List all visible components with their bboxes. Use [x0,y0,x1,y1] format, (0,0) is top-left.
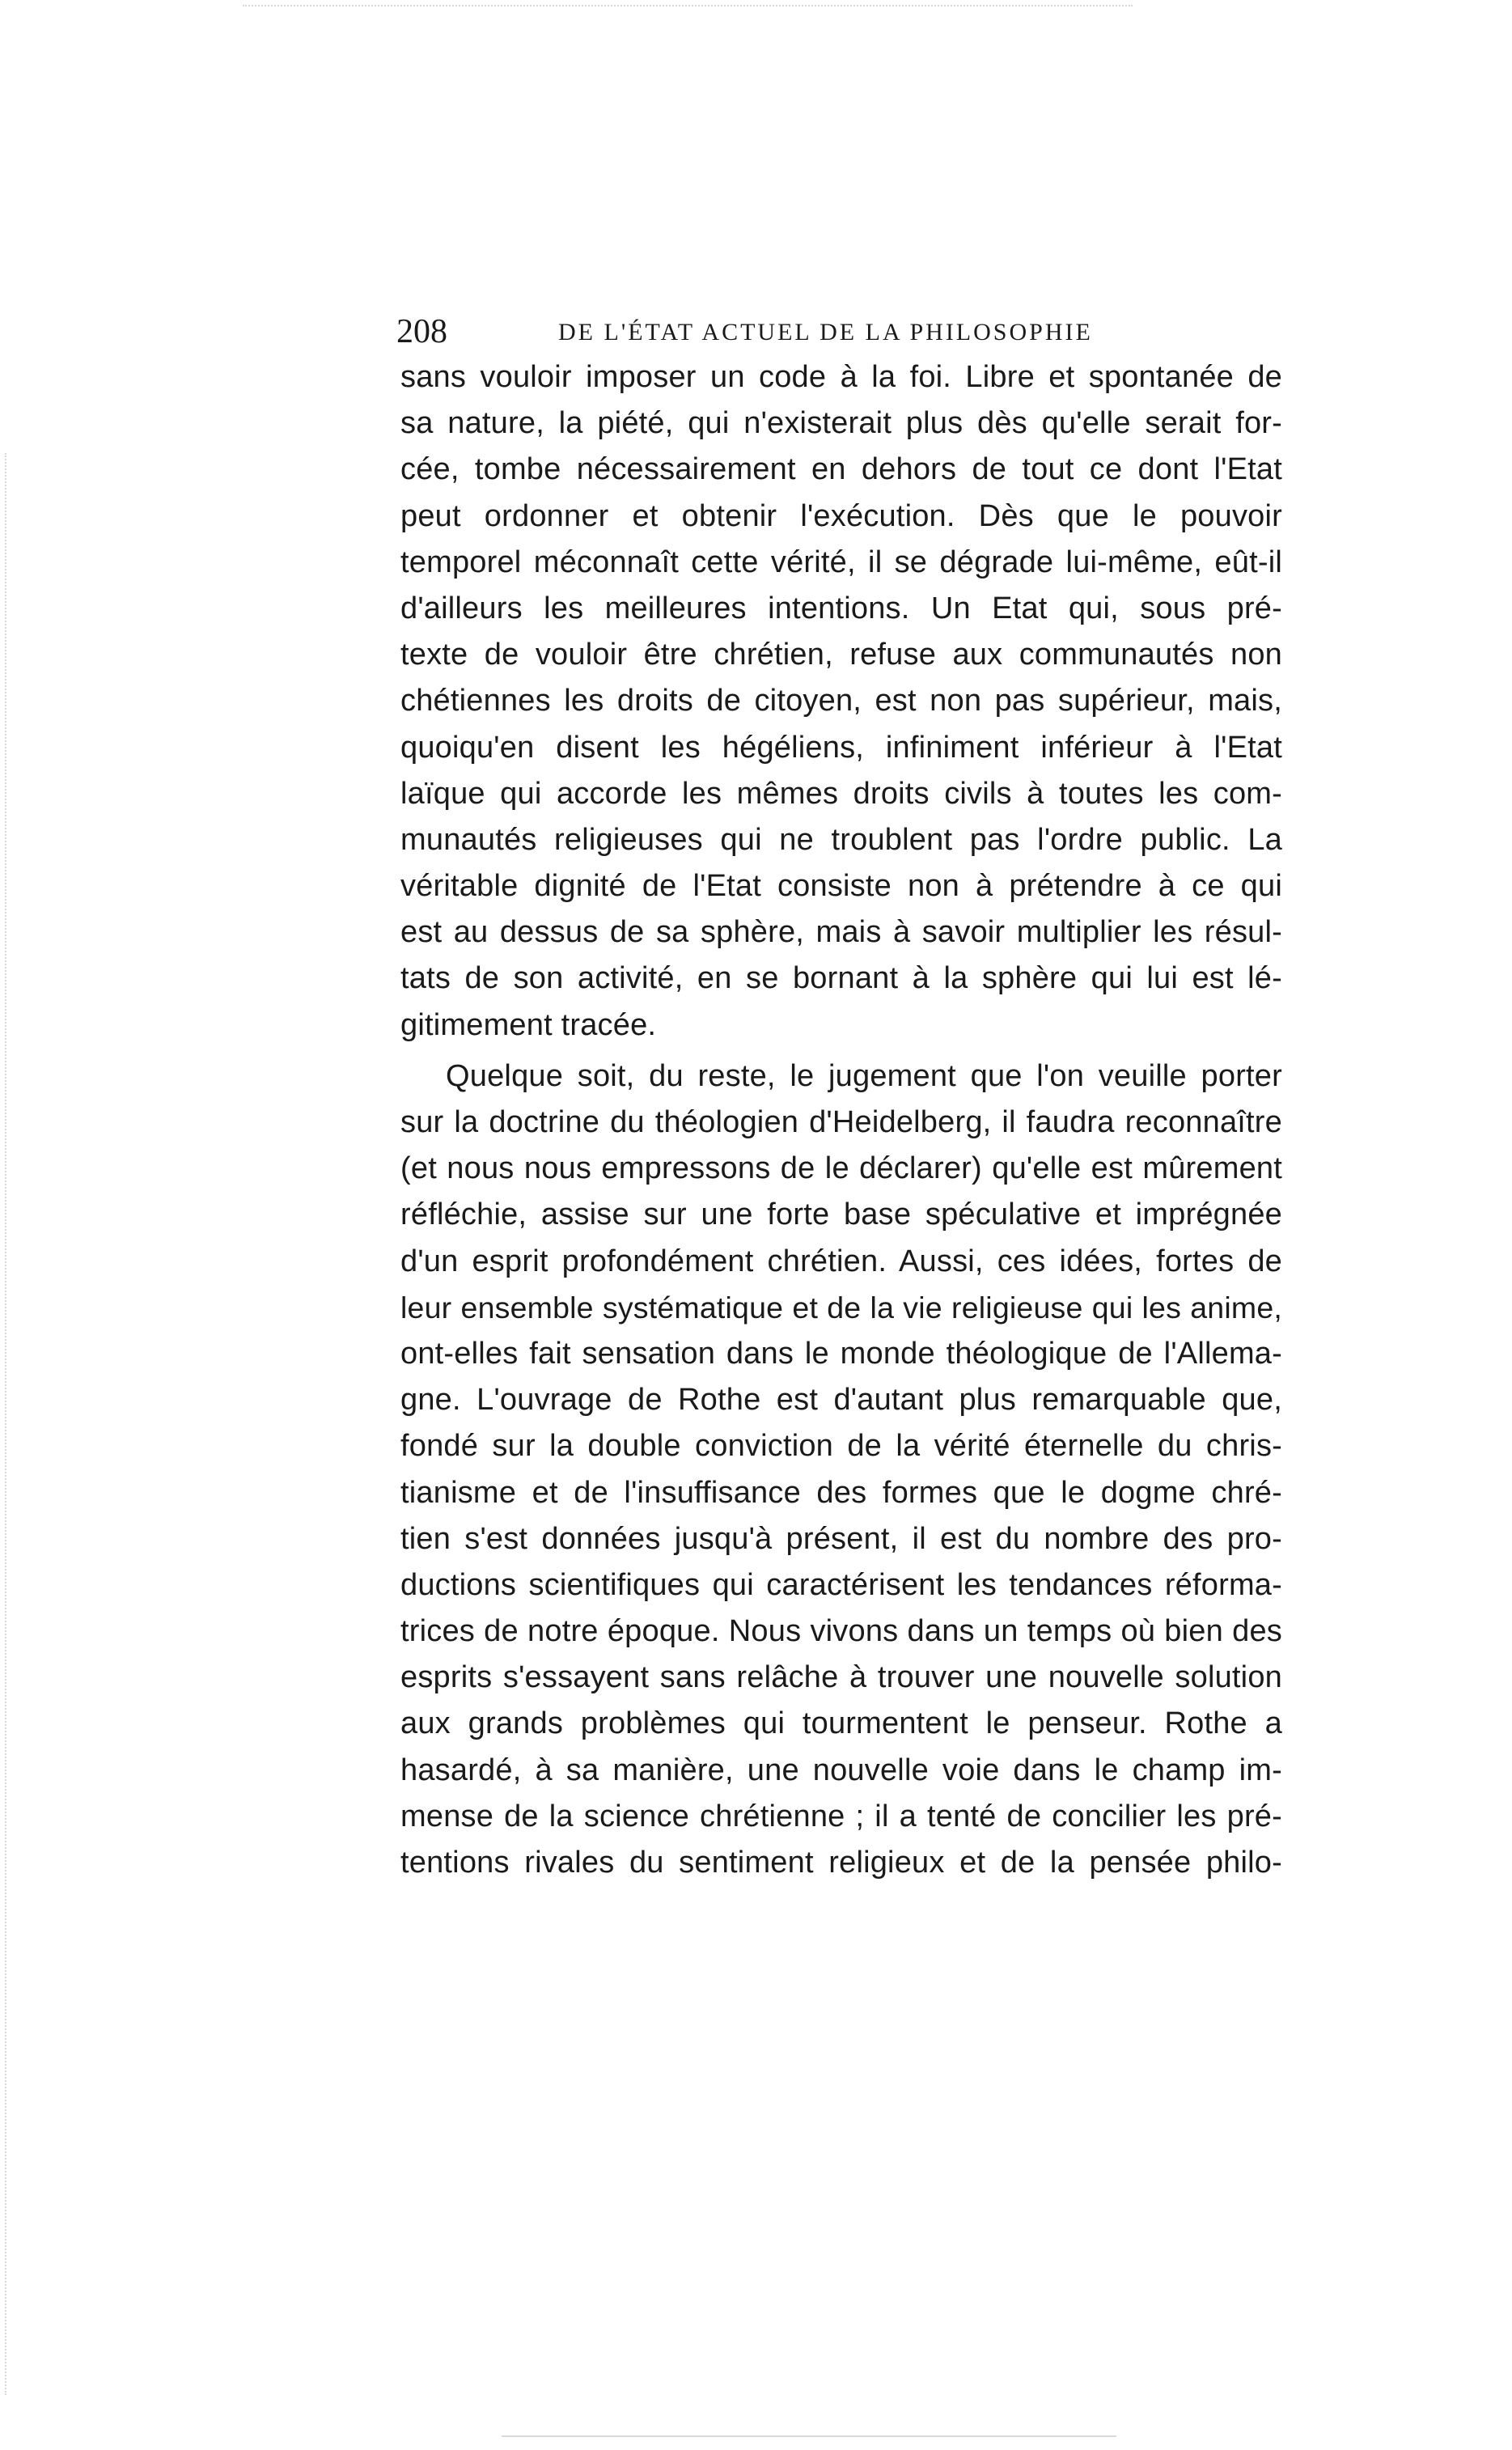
text-line: mense de la science chrétienne ; il a tenté de concilier les pré- [400,1799,1282,1833]
paragraph-1 [400,354,1282,1049]
text-line: munautés religieuses qui ne troublent pas l'ordre public. La [400,822,1282,857]
body-text [400,354,1282,1886]
text-line: texte de vouloir être chrétien, refuse aux communautés non [400,638,1282,672]
scan-artifact-left [5,453,6,2395]
running-head: DE L'ÉTAT ACTUEL DE LA PHILOSOPHIE [558,319,1093,345]
text-line: esprits s'essayent sans relâche à trouver une nouvelle solution [400,1660,1282,1695]
text-line: temporel méconnaît cette vérité, il se dégrade lui-même, eût-il [400,545,1282,579]
scan-artifact-top [243,5,1133,10]
page-header [396,307,1165,356]
text-line: leur ensemble systématique et de la vie religieuse qui les anime, [400,1290,1282,1325]
text-line: chétiennes les droits de citoyen, est non pas supérieur, mais, [400,684,1282,718]
text-line: hasardé, à sa manière, une nouvelle voie dans le champ im- [400,1753,1282,1787]
text-line: est au dessus de sa sphère, mais à savoir multiplier les résul- [400,915,1282,950]
text-line: cée, tombe nécessairement en dehors de tout ce dont l'Etat [400,452,1282,487]
text-line: sans vouloir imposer un code à la foi. Libre et spontanée de [400,360,1282,394]
paragraph-2 [400,1053,1282,1886]
text-line: tentions rivales du sentiment religieux et de la pensée philo- [400,1846,1282,1880]
text-line: (et nous nous empressons de le déclarer) qu'elle est mûrement [400,1151,1282,1186]
text-line: laïque qui accorde les mêmes droits civils à toutes les com- [400,776,1282,811]
text-line: sa nature, la piété, qui n'existerait plus dès qu'elle serait for- [400,406,1282,441]
text-line: tien s'est données jusqu'à présent, il est du nombre des pro- [400,1521,1282,1556]
text-line: d'ailleurs les meilleures intentions. Un Etat qui, sous pré- [400,591,1282,625]
text-line: quoiqu'en disent les hégéliens, infiniment inférieur à l'Etat [400,730,1282,765]
text-line: Quelque soit, du reste, le jugement que l'on veuille porter [446,1058,1282,1093]
text-line: d'un esprit profondément chrétien. Aussi, ces idées, fortes de [400,1244,1282,1278]
page-number: 208 [396,313,447,350]
text-line: sur la doctrine du théologien d'Heidelberg, il faudra reconnaître [400,1105,1282,1139]
text-line: peut ordonner et obtenir l'exécution. Dès que le pouvoir [400,498,1282,533]
text-line: gne. L'ouvrage de Rothe est d'autant plus remarquable que, [400,1383,1282,1418]
text-line: fondé sur la double conviction de la vérité éternelle du chris- [400,1429,1282,1464]
text-line: gitimement tracée. [400,1007,657,1042]
text-line: réfléchie, assise sur une forte base spéculative et imprégnée [400,1197,1282,1232]
text-line: ont-elles fait sensation dans le monde théologique de l'Allema- [400,1336,1282,1371]
text-line: aux grands problèmes qui tourmentent le penseur. Rothe a [400,1706,1282,1741]
text-line: ductions scientifiques qui caractérisent les tendances réforma- [400,1567,1282,1602]
text-line: véritable dignité de l'Etat consiste non à prétendre à ce qui [400,869,1282,904]
scan-artifact-bottom [502,2435,1116,2437]
text-line: tats de son activité, en se bornant à la sphère qui lui est lé- [400,961,1282,996]
text-line: trices de notre époque. Nous vivons dans un temps où bien des [400,1614,1282,1649]
text-line: tianisme et de l'insuffisance des formes que le dogme chré- [400,1475,1282,1510]
